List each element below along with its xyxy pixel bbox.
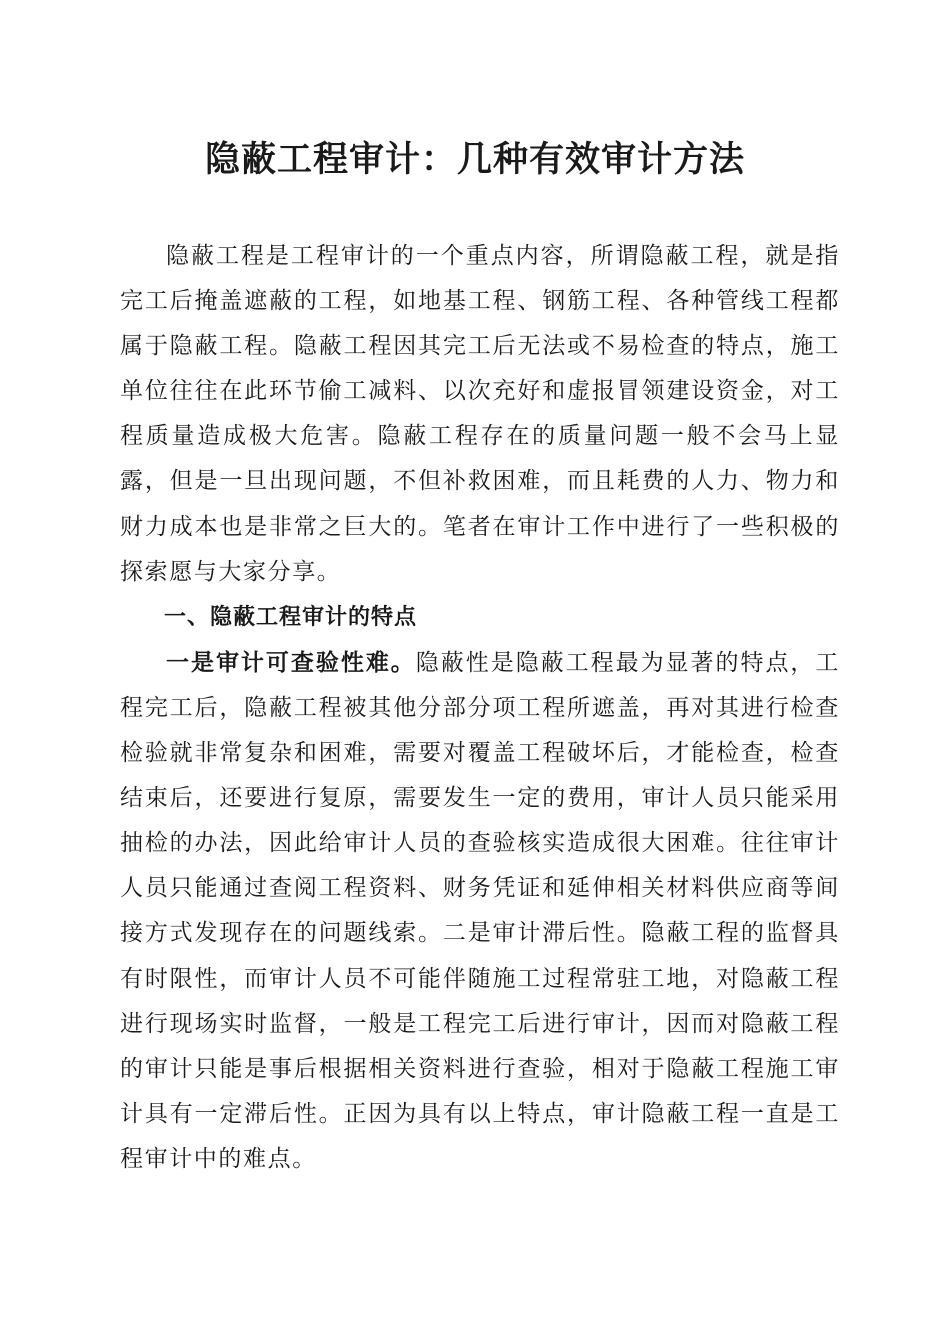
paragraph-lead: 一是审计可查验性难。 — [166, 648, 416, 676]
section-heading: 一、隐蔽工程审计的特点 — [164, 604, 418, 630]
section-paragraph — [120, 640, 840, 1182]
document-title: 隐蔽工程审计：几种有效审计方法 — [204, 139, 745, 180]
intro-paragraph: 隐蔽工程是工程审计的一个重点内容，所谓隐蔽工程，就是指完工后掩盖遮蔽的工程，如地基工程、钢筋工程、各种管线工程都属于隐蔽工程。隐蔽工程因其完工后无法或不易检查的特点，施工单位往往在此环节偷工减料、以次充好和虚报冒领建设资金，对工程质量造成极大危害。隐蔽工程存在的质量问题一般不会马上显露，但是一旦出现问题，不但补救困难，而且耗费的人力、物力和财力成本也是非常之巨大的。笔者在审计工作中进行了一些积极的探索愿与大家分享。 — [120, 243, 840, 585]
paragraph-text: 隐蔽性是隐蔽工程最为显著的特点，工程完工后，隐蔽工程被其他分部分项工程所遮盖，再对其进行检查检验就非常复杂和困难，需要对覆盖工程破坏后，才能检查，检查结束后，还要进行复原，需要发生一定的费用，审计人员只能采用抽检的办法，因此给审计人员的查验核实造成很大困难。往往审计人员只能通过查阅工程资料、财务凭证和延伸相关材料供应商等间接方式发现存在的问题线索。二是审计滞后性。隐蔽工程的监督具有时限性，而审计人员不可能伴随施工过程常驻工地，对隐蔽工程进行现场实时监督，一般是工程完工后进行审计，因而对隐蔽工程的审计只能是事后根据相关资料进行查验，相对于隐蔽工程施工审计具有一定滞后性。正因为具有以上特点，审计隐蔽工程一直是工程审计中的难点。 — [120, 649, 841, 1172]
document-body — [120, 234, 840, 1182]
